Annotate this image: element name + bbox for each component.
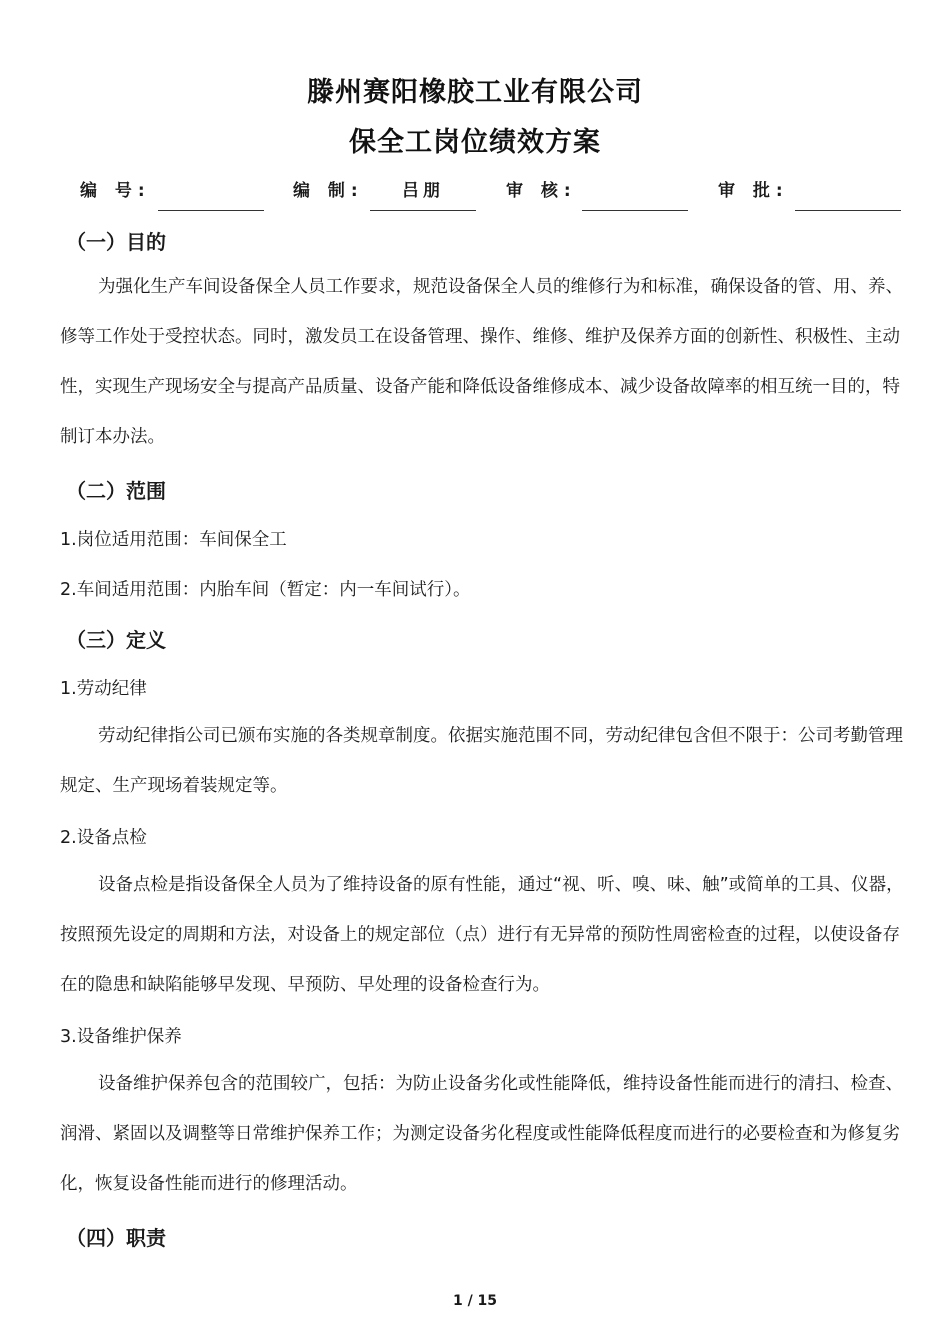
page-number: 1 / 15 (452, 1293, 498, 1309)
review-label: 审 核: (506, 181, 577, 201)
purpose-paragraph: 为强化生产车间设备保全人员工作要求，规范设备保全人员的维修行为和标准，确保设备的管、用、养、修等工作处于受控状态。同时，激发员工在设备管理、操作、维修、维护及保养方面的创新性、积极性、主动性，实现生产现场安全与提高产品质量、设备产能和降低设备维修成本、减少设备故障率的相互统一目的，特制订本办法。 (60, 277, 903, 447)
number-underline (158, 210, 264, 211)
definition-title-discipline: 1.劳动纪律 (60, 679, 147, 699)
author-value: 吕朋 (402, 181, 444, 201)
section-heading-purpose: （一）目的 (66, 230, 166, 254)
definition-paragraph-inspection: 设备点检是指设备保全人员为了维持设备的原有性能，通过“视、听、嗅、味、触”或简单的工具、仪器，按照预先设定的周期和方法，对设备上的规定部位（点）进行有无异常的预防性周密检查的过程，以使设备存在的隐患和缺陷能够早发现、早预防、早处理的设备检查行为。 (60, 875, 904, 995)
definition-paragraph-maintenance: 设备维护保养包含的范围较广，包括：为防止设备劣化或性能降低，维持设备性能而进行的清扫、检查、润滑、紧固以及调整等日常维护保养工作；为测定设备劣化程度或性能降低程度而进行的必要检查和为修复劣化，恢复设备性能而进行的修理活动。 (60, 1074, 903, 1194)
scope-item-workshop: 2.车间适用范围：内胎车间（暂定：内一车间试行）。 (60, 580, 471, 600)
approve-underline (795, 210, 901, 211)
approve-label: 审 批: (718, 181, 789, 201)
author-underline (370, 210, 476, 211)
definition-title-inspection: 2.设备点检 (60, 828, 147, 848)
scope-item-position: 1.岗位适用范围：车间保全工 (60, 530, 287, 550)
number-label: 编 号: (80, 181, 151, 201)
document-title: 保全工岗位绩效方案 (349, 127, 601, 158)
approval-row (0, 176, 950, 216)
section-heading-definitions: （三）定义 (66, 628, 166, 652)
author-label: 编 制: (293, 181, 364, 201)
section-heading-duties: （四）职责 (66, 1226, 166, 1250)
definition-title-maintenance: 3.设备维护保养 (60, 1027, 182, 1047)
review-underline (582, 210, 688, 211)
company-title: 滕州赛阳橡胶工业有限公司 (307, 77, 643, 108)
section-heading-scope: （二）范围 (66, 479, 166, 503)
definition-paragraph-discipline: 劳动纪律指公司已颁布实施的各类规章制度。依据实施范围不同，劳动纪律包含但不限于：公司考勤管理规定、生产现场着装规定等。 (60, 726, 903, 796)
